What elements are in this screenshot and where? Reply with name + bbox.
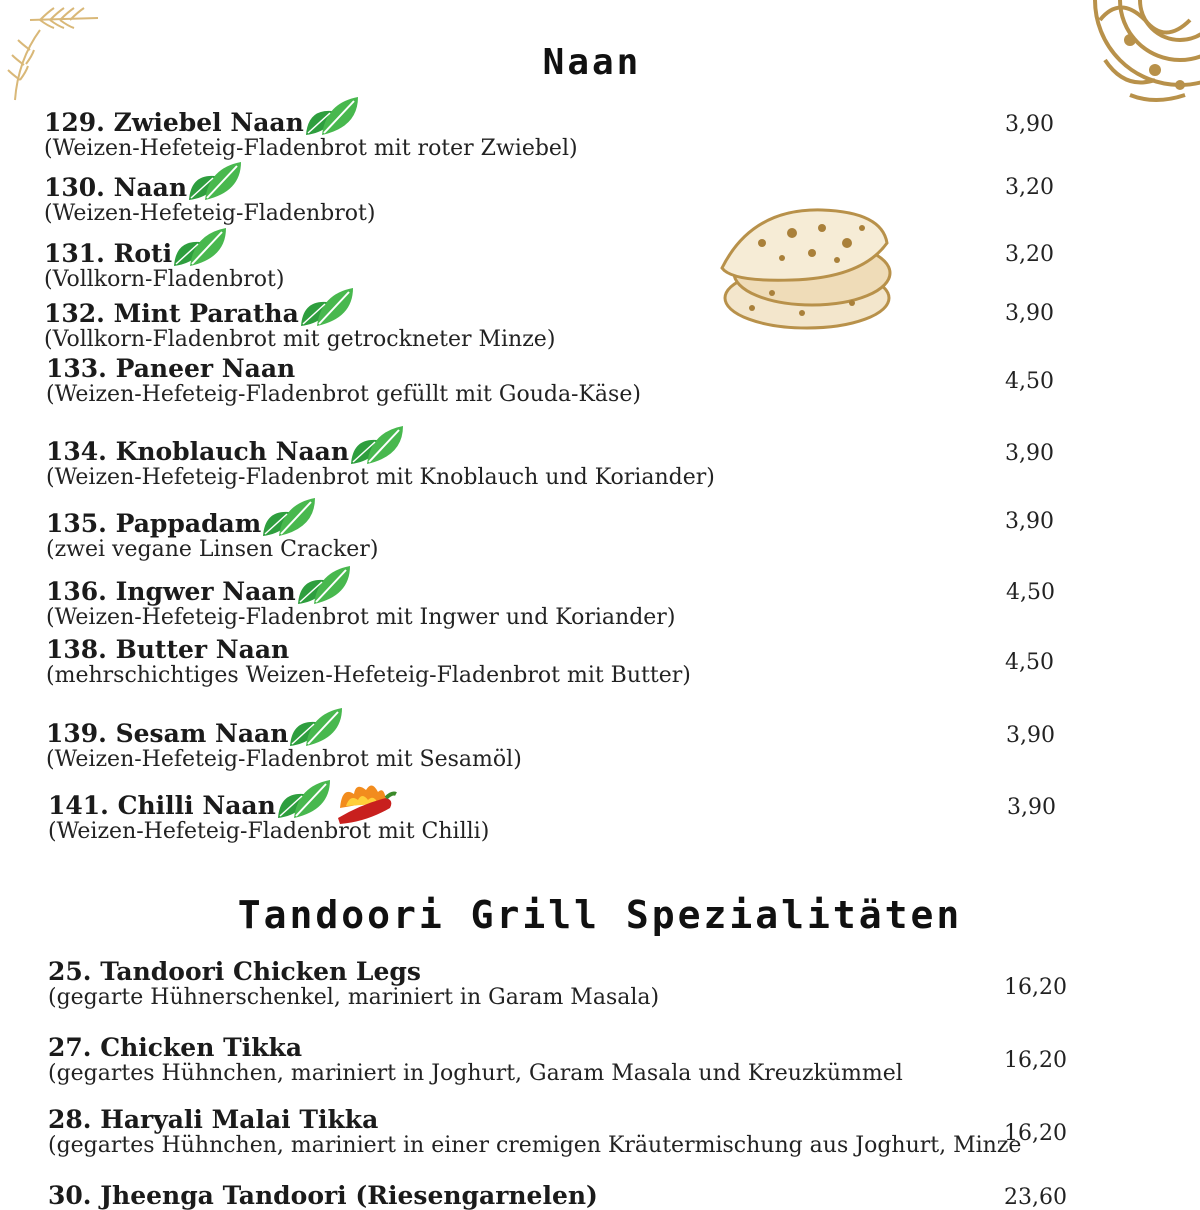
menu-item-name [48, 1106, 1021, 1134]
menu-item-description: (gegartes Hühnchen, mariniert in Joghurt, Garam Masala und Kreuzkümmel [48, 1061, 903, 1086]
menu-item-description: (Weizen-Hefeteig-Fladenbrot) [44, 201, 376, 226]
menu-item-price: 16,20 [1004, 975, 1067, 1000]
menu-item [48, 958, 659, 1011]
menu-item-name-text: 27. Chicken Tikka [48, 1033, 303, 1062]
menu-item-price: 4,50 [1005, 369, 1054, 394]
menu-item-name [48, 1034, 903, 1062]
menu-item-description: (Weizen-Hefeteig-Fladenbrot mit roter Zwiebel) [44, 136, 578, 161]
menu-item [48, 778, 489, 845]
menu-item-name-text: 25. Tandoori Chicken Legs [48, 957, 421, 986]
menu-item-name [46, 564, 675, 606]
menu-item-description: (gegarte Hühnerschenkel, mariniert in Garam Masala) [48, 985, 660, 1010]
menu-item-price: 4,50 [1006, 580, 1055, 605]
menu-item-price: 3,90 [1005, 509, 1054, 534]
menu-item-name [46, 424, 715, 466]
menu-item-name-text: 132. Mint Paratha [44, 299, 299, 328]
menu-item [46, 424, 715, 491]
menu-item-name [44, 286, 555, 328]
menu-item-name-text: 28. Haryali Malai Tikka [48, 1105, 379, 1134]
menu-item-price: 3,90 [1006, 723, 1055, 748]
menu-item [48, 1106, 1021, 1159]
menu-item [48, 1182, 598, 1210]
menu-item-name-text: 134. Knoblauch Naan [46, 437, 350, 466]
menu-item-name [48, 1182, 598, 1210]
menu-item-price: 16,20 [1004, 1121, 1067, 1146]
menu-item [46, 564, 675, 631]
menu-item-name [44, 95, 578, 137]
menu-item-name-text: 30. Jheenga Tandoori (Riesengarnelen) [48, 1181, 598, 1210]
leaf-icon [276, 778, 332, 822]
leaf-icon [172, 226, 228, 270]
menu-item [44, 286, 555, 353]
menu-item [44, 160, 375, 227]
menu-item-price: 3,20 [1005, 175, 1054, 200]
leaf-icon [261, 496, 317, 540]
menu-item [46, 496, 378, 563]
menu-item-name-text: 136. Ingwer Naan [46, 577, 296, 606]
menu-item-description: (Vollkorn-Fladenbrot mit getrockneter Minze) [44, 327, 556, 352]
menu-item-price: 3,90 [1005, 112, 1054, 137]
menu-item-name-text: 131. Roti [44, 239, 173, 268]
menu-item-price: 16,20 [1004, 1048, 1067, 1073]
menu-item-price: 3,90 [1005, 301, 1054, 326]
menu-item-name [48, 778, 489, 820]
menu-item [46, 706, 522, 773]
section-title-naan: Naan [542, 42, 642, 83]
menu-item-name-text: 139. Sesam Naan [46, 719, 289, 748]
menu-item-description: (zwei vegane Linsen Cracker) [46, 537, 379, 562]
menu-item-name [44, 160, 375, 202]
menu-item-name [44, 226, 284, 268]
menu-item-name [46, 636, 691, 664]
menu-item-name-text: 135. Pappadam [46, 509, 262, 538]
menu-item [48, 1034, 903, 1087]
leaf-icon [299, 286, 355, 330]
leaf-icon [304, 95, 360, 139]
menu-item [44, 95, 578, 162]
leaf-icon [187, 160, 243, 204]
naan-bread-illustration [712, 198, 897, 338]
menu-item [46, 355, 641, 408]
menu-item-name-text: 138. Butter Naan [46, 635, 290, 664]
menu-item-name [46, 706, 522, 748]
menu-item-description: (Weizen-Hefeteig-Fladenbrot mit Ingwer und Koriander) [46, 605, 676, 630]
menu-item [46, 636, 691, 689]
menu-item-description: (Weizen-Hefeteig-Fladenbrot mit Sesamöl) [46, 747, 522, 772]
menu-item-description: (Weizen-Hefeteig-Fladenbrot mit Knoblauch und Koriander) [46, 465, 715, 490]
menu-item-description: (Weizen-Hefeteig-Fladenbrot gefüllt mit Gouda-Käse) [46, 382, 641, 407]
menu-item-name-text: 129. Zwiebel Naan [44, 108, 304, 137]
menu-item-description: (gegartes Hühnchen, mariniert in einer cremigen Kräutermischung aus Joghurt, Minze [48, 1133, 1022, 1158]
menu-item-description: (Vollkorn-Fladenbrot) [44, 267, 285, 292]
menu-item-price: 23,60 [1004, 1185, 1067, 1210]
menu-item [44, 226, 284, 293]
leaf-icon [288, 706, 344, 750]
menu-item-name [46, 496, 378, 538]
menu-item-price: 4,50 [1005, 650, 1054, 675]
menu-item-description: (Weizen-Hefeteig-Fladenbrot mit Chilli) [48, 819, 490, 844]
menu-item-name-text: 133. Paneer Naan [46, 354, 296, 383]
menu-item-name [46, 355, 641, 383]
menu-item-name-text: 141. Chilli Naan [48, 791, 276, 820]
leaf-icon [296, 564, 352, 608]
menu-item-price: 3,90 [1005, 441, 1054, 466]
menu-item-description: (mehrschichtiges Weizen-Hefeteig-Fladenbrot mit Butter) [46, 663, 691, 688]
menu-item-name-text: 130. Naan [44, 173, 188, 202]
leaf-icon [349, 424, 405, 468]
menu-item-price: 3,90 [1007, 795, 1056, 820]
menu-item-name [48, 958, 659, 986]
section-title-tandoori: Tandoori Grill Spezialitäten [237, 893, 963, 937]
menu-item-price: 3,20 [1005, 242, 1054, 267]
